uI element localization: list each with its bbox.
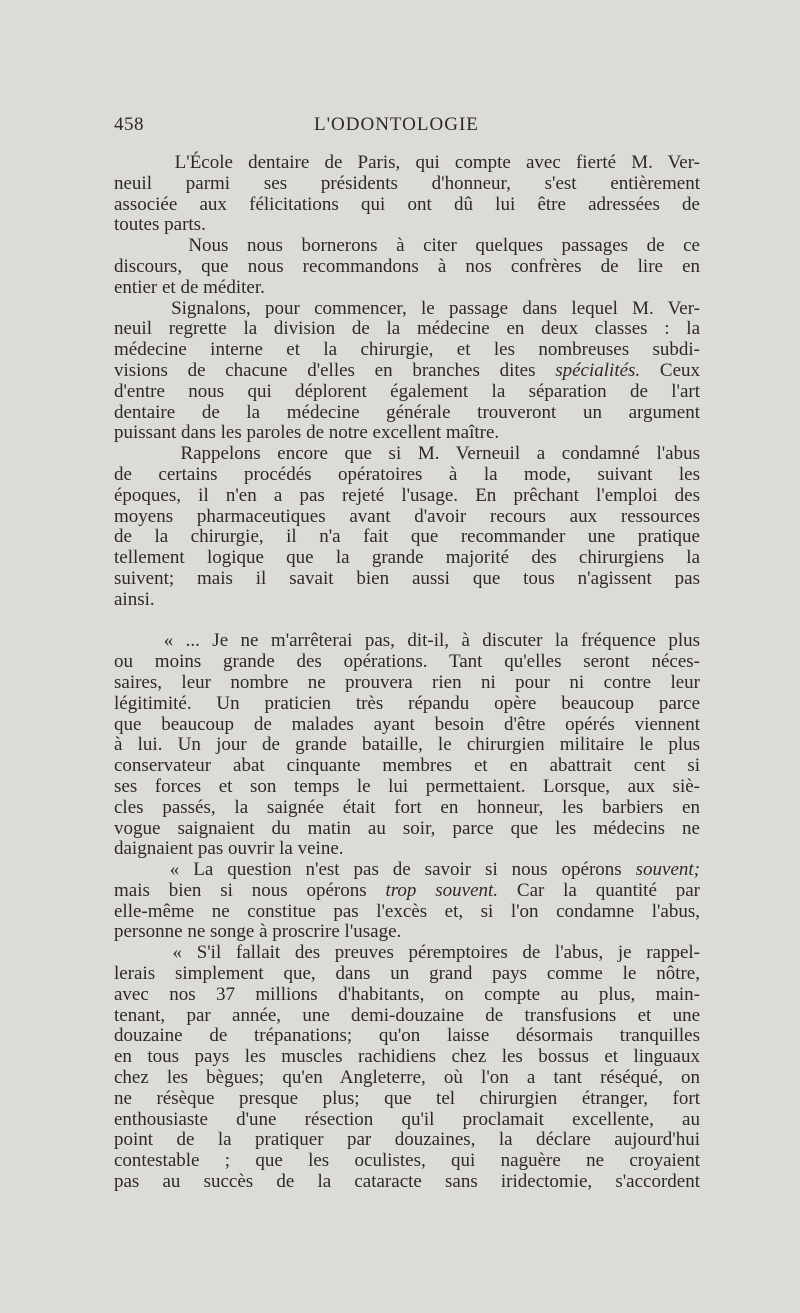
text-line (114, 195, 700, 216)
text-line (114, 444, 700, 465)
text-segment: de certains procédés opératoires à la mode, suivant les (114, 463, 700, 485)
text-line (114, 507, 700, 528)
text-line (114, 715, 700, 736)
text-line (114, 278, 700, 299)
text-line (114, 631, 700, 652)
text-segment: « S'il fallait des preuves péremptoires de l'abus, je rappel- (114, 942, 700, 964)
text-line (114, 1172, 700, 1193)
text-line (114, 1047, 700, 1068)
text-line (114, 1089, 700, 1110)
text-segment: Ceux (640, 359, 701, 381)
text-segment: ou moins grande des opérations. Tant qu'elles seront néces- (114, 651, 700, 673)
text-segment: mais bien si nous opérons (114, 879, 386, 901)
text-line (114, 985, 700, 1006)
text-line (114, 1151, 700, 1172)
text-segment: tellement logique que la grande majorité des chirurgiens la (114, 547, 700, 569)
text-segment: toutes parts. (114, 214, 206, 236)
text-line (114, 777, 700, 798)
text-segment: ne résèque presque plus; que tel chirurgien étranger, fort (114, 1087, 700, 1109)
text-segment: « La question n'est pas de savoir si nous opérons (114, 859, 636, 881)
text-line (114, 319, 700, 340)
text-segment: neuil parmi ses présidents d'honneur, s'est entièrement (114, 172, 700, 194)
text-line (114, 340, 700, 361)
text-line (114, 1006, 700, 1027)
text-line (114, 361, 700, 382)
text-line (114, 299, 700, 320)
text-line (114, 756, 700, 777)
text-line (114, 839, 700, 860)
text-segment: vogue saignaient du matin au soir, parce que les médecins ne (114, 817, 700, 839)
text-segment: tenant, par année, une demi-douzaine de transfusions et une (114, 1004, 700, 1026)
page-number: 458 (114, 114, 144, 135)
text-segment: discours, que nous recommandons à nos confrères de lire en (114, 255, 700, 277)
text-line (114, 527, 700, 548)
text-segment: médecine interne et la chirurgie, et les nombreuses subdi- (114, 339, 700, 361)
italic-segment: souvent; (635, 859, 700, 881)
text-segment: point de la pratiquer par douzaines, la déclare aujourd'hui (114, 1129, 700, 1151)
text-line (114, 465, 700, 486)
text-line (114, 964, 700, 985)
text-segment: dentaire de la médecine générale trouveront un argument (114, 401, 700, 423)
text-segment: cles passés, la saignée était fort en honneur, les barbiers en (114, 796, 700, 818)
text-line (114, 153, 700, 174)
text-line (114, 798, 700, 819)
text-segment: daignaient pas ouvrir la veine. (114, 838, 344, 860)
text-segment: lerais simplement que, dans un grand pays comme le nôtre, (114, 963, 700, 985)
text-line (114, 257, 700, 278)
text-line (114, 943, 700, 964)
text-segment: chez les bègues; qu'en Angleterre, où l'on a tant réséqué, on (114, 1067, 700, 1089)
text-segment: Signalons, pour commencer, le passage dans lequel M. Ver- (114, 297, 700, 319)
text-segment: personne ne songe à proscrire l'usage. (114, 921, 402, 943)
text-line (114, 694, 700, 715)
text-line (114, 569, 700, 590)
text-line (114, 174, 700, 195)
text-line (114, 673, 700, 694)
text-segment: à lui. Un jour de grande bataille, le chirurgien militaire le plus (114, 734, 700, 756)
text-segment: neuil regrette la division de la médecine en deux classes : la (114, 318, 700, 340)
text-line (114, 902, 700, 923)
text-line (114, 486, 700, 507)
text-segment: visions de chacune d'elles en branches dites (114, 359, 556, 381)
text-line (114, 382, 700, 403)
text-segment: Rappelons encore que si M. Verneuil a condamné l'abus (114, 443, 700, 465)
text-segment: Nous nous bornerons à citer quelques passages de ce (114, 235, 700, 257)
text-line (114, 1026, 700, 1047)
text-segment: L'École dentaire de Paris, qui compte avec fierté M. Ver- (114, 152, 700, 173)
italic-segment: spécialités. (555, 359, 641, 381)
text-segment: de la chirurgie, il n'a fait que recommander une pratique (114, 526, 700, 548)
text-line (114, 860, 700, 881)
running-title: L'ODONTOLOGIE (314, 114, 479, 135)
text-line (114, 881, 700, 902)
paragraph-gap (114, 611, 700, 632)
text-line (114, 403, 700, 424)
text-line (114, 735, 700, 756)
text-segment: avec nos 37 millions d'habitants, on compte au plus, main- (114, 983, 700, 1005)
text-segment: d'entre nous qui déplorent également la séparation de l'art (114, 380, 700, 402)
text-segment: pas au succès de la cataracte sans iridectomie, s'accordent (114, 1171, 700, 1193)
text-segment: conservateur abat cinquante membres et en abattrait cent si (114, 755, 700, 777)
text-line (114, 1110, 700, 1131)
text-line (114, 1068, 700, 1089)
text-line (114, 652, 700, 673)
text-segment: que beaucoup de malades ayant besoin d'être opérés viennent (114, 713, 700, 735)
text-segment: ainsi. (114, 588, 155, 610)
text-line (114, 236, 700, 257)
body-text (114, 153, 700, 1193)
text-segment: en tous pays les muscles rachidiens chez les bossus et linguaux (114, 1046, 700, 1068)
text-line (114, 1130, 700, 1151)
text-segment: associée aux félicitations qui ont dû lui être adressées de (114, 193, 700, 215)
page-header (114, 114, 698, 140)
text-segment: Car la quantité par (498, 879, 700, 901)
text-segment: légitimité. Un praticien très répandu opère beaucoup parce (114, 692, 700, 714)
text-line (114, 215, 700, 236)
text-line (114, 548, 700, 569)
text-segment: saires, leur nombre ne prouvera rien ni pour ni contre leur (114, 671, 700, 693)
text-segment: elle-même ne constitue pas l'excès et, si l'on condamne l'abus, (114, 900, 700, 922)
text-segment: enthousiaste d'une résection qu'il proclamait excellente, au (114, 1108, 700, 1130)
text-segment: « ... Je ne m'arrêterai pas, dit-il, à discuter la fréquence plus (114, 630, 700, 652)
text-line (114, 922, 700, 943)
text-segment: entier et de méditer. (114, 276, 265, 298)
text-line (114, 590, 700, 611)
text-segment: moyens pharmaceutiques avant d'avoir recours aux ressources (114, 505, 700, 527)
text-segment: douzaine de trépanations; qu'on laisse désormais tranquilles (114, 1025, 700, 1047)
text-segment: ses forces et son temps le lui permettaient. Lorsque, aux siè- (114, 775, 700, 797)
text-segment: époques, il n'en a pas rejeté l'usage. En prêchant l'emploi des (114, 484, 700, 506)
text-segment: contestable ; que les oculistes, qui naguère ne croyaient (114, 1150, 700, 1172)
text-segment: suivent; mais il savait bien aussi que tous n'agissent pas (114, 567, 700, 589)
text-segment: puissant dans les paroles de notre excellent maître. (114, 422, 500, 444)
text-line (114, 819, 700, 840)
text-line (114, 423, 700, 444)
italic-segment: trop souvent. (385, 879, 499, 901)
